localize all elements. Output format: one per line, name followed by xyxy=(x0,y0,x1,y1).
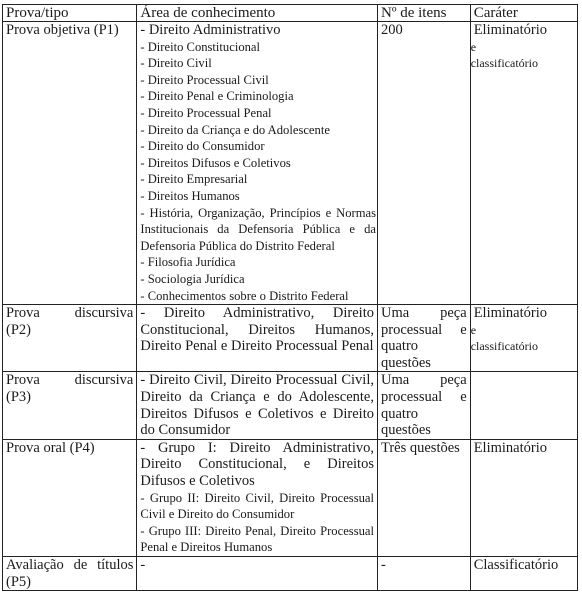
carater-text: e xyxy=(470,39,477,54)
area-line: - Grupo III: Direito Penal, Direito Processual Penal e Direitos Humanos xyxy=(140,523,374,555)
row-p1-itens: 200 xyxy=(377,22,470,305)
area-line: - Direito Empresarial xyxy=(140,172,248,187)
area-line: - Direitos Difusos e Coletivos xyxy=(140,155,291,170)
row-p3-carater xyxy=(470,372,577,439)
row-p5-area: - xyxy=(137,557,378,591)
table-row xyxy=(3,305,578,372)
area-line: - Sociologia Jurídica xyxy=(140,271,245,286)
table-header-row xyxy=(3,5,578,22)
carater-text: Eliminatório xyxy=(473,22,547,38)
carater-text: Eliminatório xyxy=(473,305,547,322)
carater-text: classificatório xyxy=(470,55,538,70)
row-p2-area: - Direito Administrativo, Direito Constitucional, Direitos Humanos, Direito Penal e Direito Processual Penal xyxy=(137,305,378,372)
area-line: - Direitos Humanos xyxy=(140,188,240,203)
row-p1-carater xyxy=(470,22,577,305)
tipo-word: (P2) xyxy=(6,321,31,338)
area-line: - Direito da Criança e do Adolescente xyxy=(140,122,330,137)
area-line: - Conhecimentos sobre o Distrito Federal xyxy=(140,288,349,303)
row-p4-tipo: Prova oral (P4) xyxy=(3,439,137,556)
tipo-word: discursiva xyxy=(74,305,134,322)
row-p3-itens: Uma peça processual e quatro questões xyxy=(377,372,470,439)
table-row xyxy=(3,372,578,439)
area-line: - Direito Processual Civil xyxy=(140,72,269,87)
area-line: - Direito Civil xyxy=(140,56,212,71)
area-line: - Grupo I: Direito Administrativo, Direito Constitucional, e Direitos Difusos e Coletivos xyxy=(140,439,374,490)
area-line: - História, Organização, Princípios e Normas Institucionais da Defensoria Pública e da Defensoria Pública do Distrito Federal xyxy=(140,205,376,253)
row-p3-area: - Direito Civil, Direito Processual Civil, Direito da Criança e do Adolescente, Direitos Difusos e Coletivos e Direito do Consumidor xyxy=(137,372,378,439)
header-prova-tipo: Prova/tipo xyxy=(3,5,137,22)
area-line: - Direito do Consumidor xyxy=(140,139,265,154)
header-carater: Caráter xyxy=(470,5,577,22)
table-row xyxy=(3,439,578,556)
row-p2-tipo xyxy=(3,305,137,372)
area-line: - Grupo II: Direito Civil, Direito Processual Civil e Direito do Consumidor xyxy=(140,490,374,522)
tipo-word: discursiva xyxy=(74,372,134,389)
area-line: - Filosofia Jurídica xyxy=(140,255,236,270)
exam-structure-table xyxy=(2,4,578,591)
row-p5-tipo: Avaliação de títulos (P5) xyxy=(3,557,137,591)
row-p4-itens: Três questões xyxy=(377,439,470,556)
tipo-word: Prova xyxy=(6,372,40,389)
row-p4-area xyxy=(137,439,378,556)
row-p5-carater: Classificatório xyxy=(470,557,577,591)
area-line: - Direito Administrativo xyxy=(140,22,281,38)
table-row xyxy=(3,557,578,591)
table-row xyxy=(3,22,578,305)
row-p4-carater: Eliminatório xyxy=(470,439,577,556)
area-line: - Direito Processual Penal xyxy=(140,105,272,120)
row-p2-carater xyxy=(470,305,577,372)
tipo-word: Prova xyxy=(6,305,40,322)
carater-text: classificatório xyxy=(470,338,538,353)
row-p1-tipo: Prova objetiva (P1) xyxy=(3,22,137,305)
header-itens: Nº de itens xyxy=(377,5,470,22)
header-area: Área de conhecimento xyxy=(137,5,378,22)
area-line: - Direito Penal e Criminologia xyxy=(140,89,294,104)
row-p1-area xyxy=(137,22,378,305)
carater-text: e xyxy=(470,322,477,337)
tipo-word: (P3) xyxy=(6,389,31,406)
row-p5-itens: - xyxy=(377,557,470,591)
row-p3-tipo xyxy=(3,372,137,439)
row-p2-itens: Uma peça processual e quatro questões xyxy=(377,305,470,372)
area-line: - Direito Constitucional xyxy=(140,39,260,54)
